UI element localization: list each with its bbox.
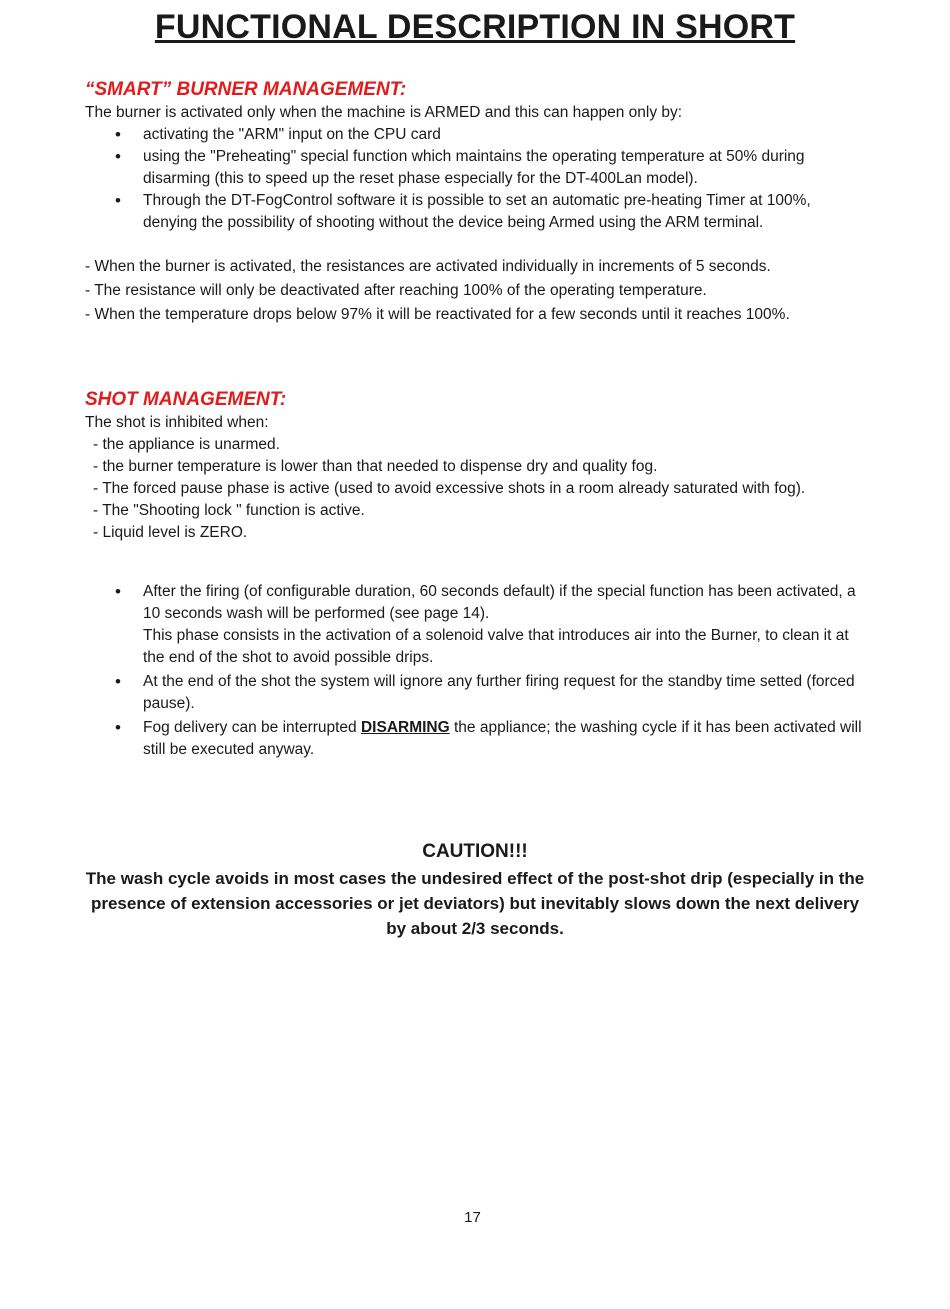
shot-conditions — [85, 434, 865, 544]
burner-intro: The burner is activated only when the machine is ARMED and this can happen only by: — [85, 104, 683, 121]
shot-section-heading: SHOT MANAGEMENT: — [85, 389, 287, 410]
shot-condition: - Liquid level is ZERO. — [93, 524, 248, 541]
burner-notes — [85, 256, 865, 326]
disarming-emphasis: DISARMING — [360, 719, 450, 736]
shot-bullet-text: This phase consists in the activation of a solenoid valve that introduces air into the Burner, to clean it at the end of the shot to avoid possible drips. — [143, 627, 849, 666]
shot-bullet-item — [85, 581, 865, 669]
caution-title: CAUTION!!! — [422, 841, 528, 862]
page-number: 17 — [464, 1209, 481, 1226]
shot-condition: - The "Shooting lock " function is active. — [93, 502, 365, 519]
shot-bullet-item: • At the end of the shot the system will ignore any further firing request for the standby time setted (forced pause). — [85, 671, 865, 715]
document-content — [85, 78, 865, 761]
shot-bullet-item — [85, 717, 865, 761]
burner-section-heading: “SMART” BURNER MANAGEMENT: — [85, 79, 407, 100]
shot-bullet-text: • After the firing (of configurable duration, 60 seconds default) if the special function has been activated, a 10 seconds wash will be performed (see page 14). — [143, 583, 856, 622]
shot-condition: - the appliance is unarmed. — [93, 436, 280, 453]
burner-bullet-list — [85, 124, 865, 234]
shot-condition: - the burner temperature is lower than that needed to dispense dry and quality fog. — [93, 458, 658, 475]
page-title: FUNCTIONAL DESCRIPTION IN SHORT — [154, 8, 796, 46]
shot-condition: - The forced pause phase is active (used to avoid excessive shots in a room already saturated with fog). — [93, 480, 806, 497]
burner-note: - When the temperature drops below 97% it will be reactivated for a few seconds until it reaches 100%. — [85, 306, 790, 323]
burner-bullet-item: • activating the "ARM" input on the CPU card — [85, 124, 865, 146]
caution-box — [85, 838, 865, 941]
caution-body: The wash cycle avoids in most cases the undesired effect of the post-shot drip (especially in the presence of extension accessories or jet deviators) but inevitably slows down the next delivery by about 2/3 seconds. — [85, 869, 865, 938]
shot-bullet-text: the appliance; the washing cycle if it has been activated will still be executed anyway. — [143, 719, 862, 758]
burner-bullet-item: • Through the DT-FogControl software it is possible to set an automatic pre-heating Timer at 100%, denying the possibility of shooting without the device being Armed using the ARM terminal. — [85, 190, 865, 234]
burner-note: - When the burner is activated, the resistances are activated individually in increments of 5 seconds. — [85, 258, 771, 275]
burner-bullet-item: • using the "Preheating" special function which maintains the operating temperature at 50% during disarming (this to speed up the reset phase especially for the DT-400Lan model). — [85, 146, 865, 190]
burner-note: - The resistance will only be deactivated after reaching 100% of the operating temperature. — [85, 282, 707, 299]
shot-bullet-list — [85, 581, 865, 761]
shot-intro: The shot is inhibited when: — [85, 414, 269, 431]
shot-bullet-text: Fog delivery can be interrupted — [143, 719, 361, 736]
